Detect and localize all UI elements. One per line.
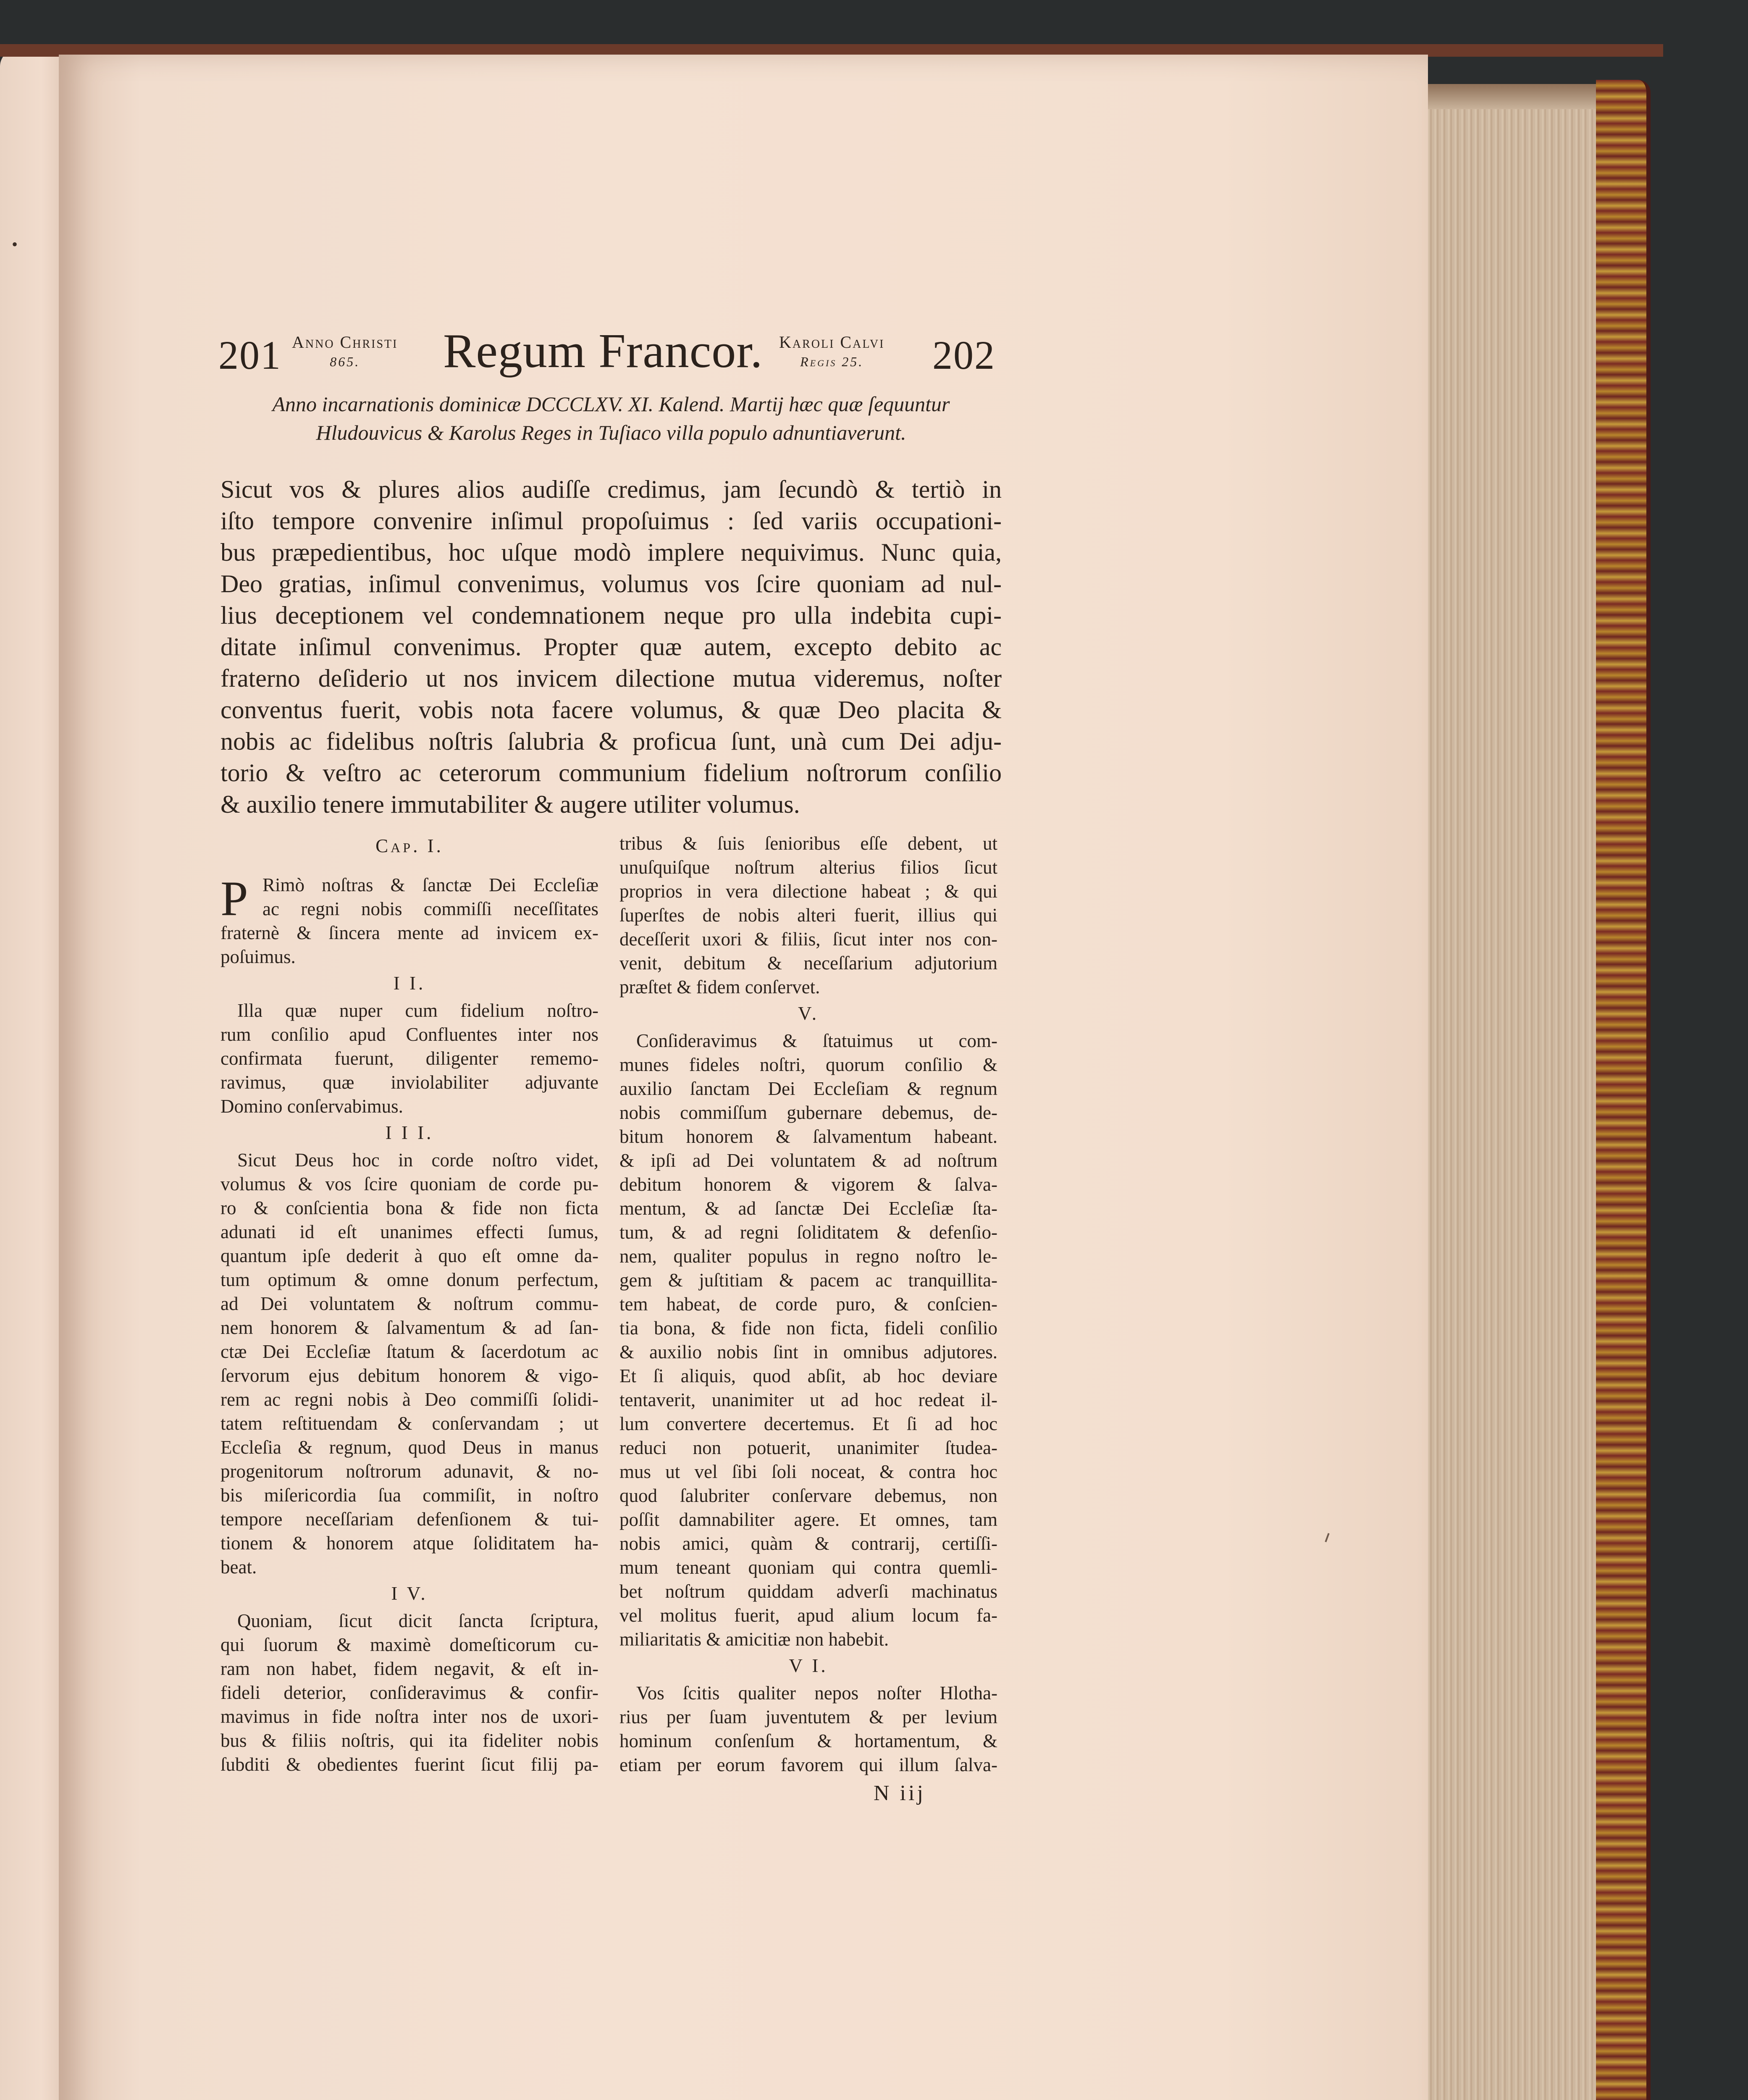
text-line: deceſſerit uxori & filiis, ſicut inter nos con- <box>619 929 997 950</box>
text-line: nem honorem & ſalvamentum & ad ſan- <box>220 1317 598 1338</box>
text-line: mentum, & ad ſanctæ Dei Eccleſiæ ſta- <box>619 1198 997 1219</box>
text-line: proprios in vera dilectione habeat ; & qui <box>619 881 997 902</box>
text-line: etiam per eorum favorem qui illum ſalva- <box>619 1754 997 1775</box>
text-line: ro & conſcientia bona & fide non ficta <box>220 1197 598 1218</box>
intro-line: fraterno deſiderio ut nos invicem dilectione mutua videremus, noſter <box>220 664 1002 692</box>
text-line: mus ut vel ſibi ſoli noceat, & contra hoc <box>619 1461 997 1482</box>
text-line: venit, debitum & neceſſarium adjutorium <box>619 953 997 974</box>
text-line: tum optimum & omne donum perfectum, <box>220 1269 598 1290</box>
text-line: quantum ipſe dederit à quo eſt omne da- <box>220 1245 598 1266</box>
text-line: gem & juſtitiam & pacem ac tranquillita- <box>619 1270 997 1291</box>
chapter-heading-1: Cap. I. <box>375 835 444 856</box>
text-line: tentaverit, unanimiter ut ad hoc redeat il- <box>619 1389 997 1410</box>
text-line: ſubditi & obedientes fuerint ſicut filij pa- <box>220 1754 598 1775</box>
text-line: Vos ſcitis qualiter nepos noſter Hlotha- <box>636 1683 997 1704</box>
text-line: & ipſi ad Dei voluntatem & ad noſtrum <box>619 1150 997 1171</box>
text-line: mum teneant quoniam qui contra quemli- <box>619 1557 997 1578</box>
text-line: fraternè & ſincera mente ad invicem ex- <box>220 922 598 943</box>
chapter-heading-3: I I I. <box>385 1122 434 1143</box>
right-column <box>619 832 997 1777</box>
intro-paragraph <box>220 474 1002 820</box>
text-line: præſtet & fidem conſervet. <box>619 976 820 998</box>
text-line: ac regni nobis commiſſi neceſſitates <box>262 898 598 919</box>
running-title: Regum Francor. <box>443 324 763 378</box>
text-line: miliaritatis & amicitiæ non habebit. <box>619 1629 889 1650</box>
text-line: & auxilio nobis ſint in omnibus adjutores. <box>619 1341 997 1362</box>
text-line: nem, qualiter populus in regno noſtro le- <box>619 1246 997 1267</box>
text-line: confirmata fuerunt, diligenter rememo- <box>220 1048 598 1069</box>
text-line: lum convertere decertemus. Et ſi ad hoc <box>619 1413 997 1434</box>
text-line: ſervorum ejus debitum honorem & vigo- <box>220 1365 598 1386</box>
text-line: Illa quæ nuper cum fidelium noſtro- <box>237 1000 598 1021</box>
text-line: tum, & ad regni ſoliditatem & defenſio- <box>619 1222 997 1243</box>
text-line: debitum honorem & vigorem & ſalva- <box>619 1174 997 1195</box>
intro-line: & auxilio tenere immutabiliter & augere utiliter volumus. <box>220 790 800 818</box>
section-heading <box>214 390 1008 447</box>
text-line: munes fideles noſtri, quorum conſilio & <box>619 1054 997 1075</box>
text-line: ſuperſtes de nobis alteri fuerit, illius qui <box>619 905 997 926</box>
text-line: tempore neceſſariam defenſionem & tui- <box>220 1509 598 1530</box>
text-line: auxilio ſanctam Dei Eccleſiam & regnum <box>619 1078 997 1099</box>
gilt-binding-edge <box>1596 80 1651 2100</box>
text-line: Domino conſervabimus. <box>220 1096 403 1117</box>
text-line: reduci non potuerit, unanimiter ſtudea- <box>619 1437 997 1458</box>
text-line: Et ſi aliquis, quod abſit, ab hoc deviare <box>619 1365 997 1386</box>
text-line: bis miſericordia ſua commiſit, in noſtro <box>220 1485 598 1506</box>
text-line: unuſquiſque noſtrum alterius filios ſicut <box>619 857 997 878</box>
text-line: tionem & honorem atque ſoliditatem ha- <box>220 1533 598 1554</box>
intro-line: Deo gratias, inſimul convenimus, volumus vos ſcire quoniam ad nul- <box>220 570 1002 598</box>
text-line: ctæ Dei Eccleſiæ ſtatum & ſacerdotum ac <box>220 1341 598 1362</box>
page-number-right: 202 <box>932 333 995 378</box>
margin-mark-icon: • <box>12 235 18 254</box>
text-line: nobis commiſſum gubernare debemus, de- <box>619 1102 997 1123</box>
intro-line: conventus fuerit, vobis nota facere volumus, & quæ Deo placita & <box>220 696 1002 724</box>
intro-line: nobis ac fidelibus noſtris ſalubria & proficua ſunt, unà cum Dei adju- <box>220 727 1002 755</box>
text-line: tia bona, & fide non ficta, fideli conſilio <box>619 1318 997 1339</box>
text-line: rius per ſuam juventutem & per levium <box>619 1706 997 1727</box>
page-number-left: 201 <box>218 333 281 378</box>
text-line: tatem reſtituendam & conſervandam ; ut <box>220 1413 598 1434</box>
text-line: bus & filiis noſtris, qui ita fideliter nobis <box>220 1730 598 1751</box>
text-line: rum conſilio apud Confluentes inter nos <box>220 1024 598 1045</box>
text-line: ram non habet, fidem negavit, & eſt in- <box>220 1658 598 1679</box>
text-line: hominum conſenſum & hortamentum, & <box>619 1730 997 1751</box>
text-line: rem ac regni nobis à Deo commiſſi ſolidi- <box>220 1389 598 1410</box>
text-line: nobis amici, quàm & contrarij, certiſſi- <box>619 1533 997 1554</box>
text-line: vel molitus fuerit, apud alium locum fa- <box>619 1605 997 1626</box>
text-line: beat. <box>220 1557 257 1578</box>
intro-line: Sicut vos & plures alios audiſſe credimus, jam ſecundò & tertiò in <box>220 475 1002 503</box>
page-fore-edge <box>1424 84 1624 2100</box>
intro-line: bus præpedientibus, hoc uſque modò implere nequivimus. Nunc quia, <box>220 538 1002 566</box>
text-line: poſuimus. <box>220 946 296 967</box>
intro-line: iſto tempore convenire inſimul propoſuimus : ſed variis occupationi- <box>220 507 1002 535</box>
chapter-heading-6: V I. <box>789 1655 828 1676</box>
header-reign-block <box>779 333 884 371</box>
text-line: bitum honorem & ſalvamentum habeant. <box>619 1126 997 1147</box>
header-regis: Regis 25. <box>800 354 864 369</box>
text-line: progenitorum noſtrorum adunavit, & no- <box>220 1461 598 1482</box>
text-line: volumus & vos ſcire quoniam de corde pu- <box>220 1173 598 1194</box>
heading-line: Hludouvicus & Karolus Reges in Tuſiaco villa populo adnuntiaverunt. <box>316 421 906 444</box>
left-column <box>220 832 598 1777</box>
text-line: poſſit damnabiliter agere. Et omnes, tam <box>619 1509 997 1530</box>
text-line: ravimus, quæ inviolabiliter adjuvante <box>220 1072 598 1093</box>
intro-line: lius deceptionem vel condemnationem neque pro ulla indebita cupi- <box>220 601 1002 629</box>
chapter-1-text <box>220 873 598 969</box>
text-line: tribus & ſuis ſenioribus eſſe debent, ut <box>619 833 997 854</box>
drop-capital: P <box>220 871 248 926</box>
running-header <box>218 323 995 386</box>
chapter-heading-2: I I. <box>393 973 426 994</box>
header-anno-christi: Anno Christi <box>292 333 398 352</box>
text-line: adunati id eſt unanimes effecti ſumus, <box>220 1221 598 1242</box>
text-line: Conſideravimus & ſtatuimus ut com- <box>636 1030 997 1051</box>
intro-line: ditate inſimul convenimus. Propter quæ autem, excepto debito ac <box>220 633 1002 661</box>
text-line: fideli deterior, conſideravimus & confir- <box>220 1682 598 1703</box>
text-line: bet noſtrum quiddam adverſi machinatus <box>619 1581 997 1602</box>
header-karoli-calvi: Karoli Calvi <box>779 333 885 352</box>
header-year: 865. <box>330 354 360 369</box>
text-line: Quoniam, ſicut dicit ſancta ſcriptura, <box>237 1610 598 1631</box>
text-line: qui ſuorum & maximè domeſticorum cu- <box>220 1634 598 1655</box>
signature-mark: N iij <box>874 1781 926 1805</box>
text-line: mavimus in fide noſtra inter nos de uxori- <box>220 1706 598 1727</box>
text-line: tem habeat, de corde puro, & conſcien- <box>619 1294 997 1315</box>
text-line: ad Dei voluntatem & noſtrum commu- <box>220 1293 598 1314</box>
chapter-heading-4: I V. <box>391 1583 428 1604</box>
header-year-block <box>292 333 398 371</box>
heading-line: Anno incarnationis dominicæ DCCCLXV. XI. Kalend. Martij hæc quæ ſequuntur <box>272 392 950 416</box>
text-line: Eccleſia & regnum, quod Deus in manus <box>220 1437 598 1458</box>
text-line: Sicut Deus hoc in corde noſtro videt, <box>237 1150 598 1171</box>
chapter-heading-5: V. <box>798 1003 819 1024</box>
text-line: Rimò noſtras & ſanctæ Dei Eccleſiæ <box>262 874 598 895</box>
text-line: quod ſalubriter conſervare debemus, non <box>619 1485 997 1506</box>
intro-line: torio & veſtro ac ceterorum communium fidelium noſtrorum conſilio <box>220 759 1002 787</box>
